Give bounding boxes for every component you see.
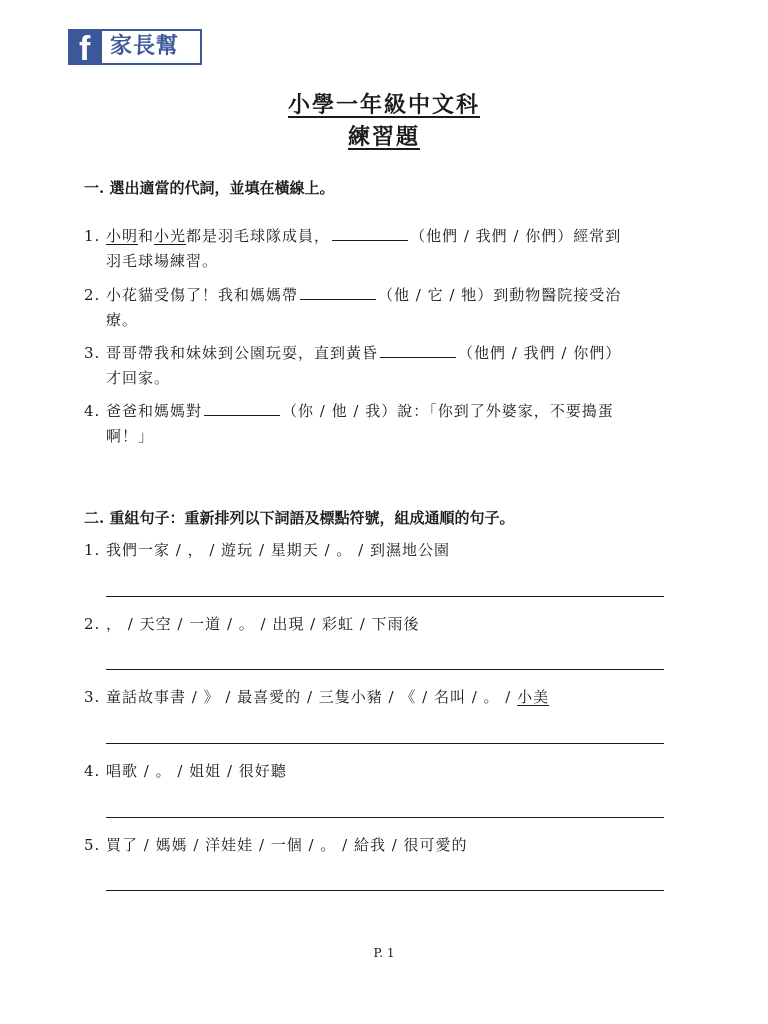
answer-blank[interactable] <box>300 285 376 300</box>
answer-line[interactable] <box>106 669 664 670</box>
section2-question-4: 4. 唱歌 / 。 / 姐姐 / 很好聽 <box>84 762 287 780</box>
page-title: 小學一年級中文科 <box>287 92 480 118</box>
answer-line[interactable] <box>106 817 664 818</box>
logo <box>68 29 202 65</box>
section2-question-5: 5. 買了 / 媽媽 / 洋娃娃 / 一個 / 。 / 給我 / 很可愛的 <box>84 836 468 854</box>
page-number: P. 1 <box>373 946 395 960</box>
section2-question-2: 2. ， / 天空 / 一道 / 。 / 出現 / 彩虹 / 下雨後 <box>84 615 420 633</box>
answer-blank[interactable] <box>332 226 408 241</box>
section2-heading: 二. 重組句子：重新排列以下詞語及標點符號，組成通順的句子。 <box>84 509 515 527</box>
logo-text: 家長幫 <box>110 34 180 59</box>
answer-line[interactable] <box>106 890 664 891</box>
page-subtitle: 練習題 <box>347 124 420 150</box>
answer-line[interactable] <box>106 743 664 744</box>
facebook-icon: f <box>70 31 102 63</box>
section1-question-3: 3. 哥哥帶我和妹妹到公園玩耍，直到黃昏 （他們 / 我們 / 你們） 才回家。 <box>84 344 622 387</box>
section2-question-3: 3. 童話故事書 / 》 / 最喜愛的 / 三隻小豬 / 《 / 名叫 / 。 / 小美 <box>84 688 550 706</box>
section1-heading: 一. 選出適當的代詞，並填在橫線上。 <box>84 179 335 197</box>
section1-question-2: 2. 小花貓受傷了！我和媽媽帶 （他 / 它 / 牠）到動物醫院接受治 療。 <box>84 286 622 329</box>
answer-line[interactable] <box>106 596 664 597</box>
answer-blank[interactable] <box>380 343 456 358</box>
section2-question-1: 1. 我們一家 / ， / 遊玩 / 星期天 / 。 / 到濕地公園 <box>84 541 450 559</box>
answer-blank[interactable] <box>204 401 280 416</box>
section1-question-4: 4. 爸爸和媽媽對 （你 / 他 / 我）說：「你到了外婆家，不要搗蛋 啊！」 <box>84 402 614 445</box>
section1-question-1: 1. 小明和小光都是羽毛球隊成員， （他們 / 我們 / 你們）經常到 羽毛球場練習。 <box>84 227 622 270</box>
